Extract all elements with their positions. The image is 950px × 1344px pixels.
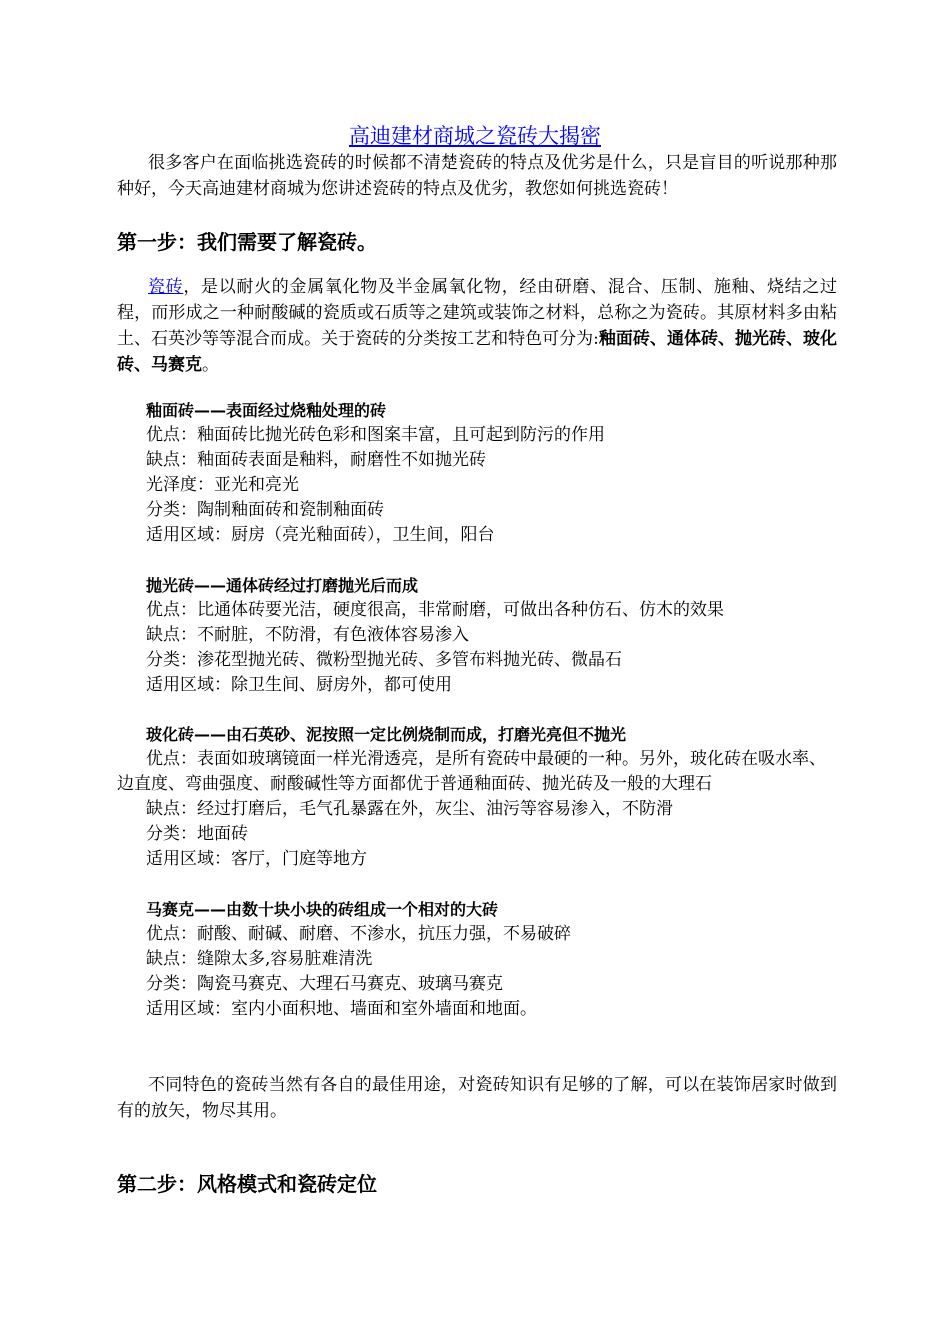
section-line: 缺点：经过打磨后，毛气孔暴露在外，灰尘、油污等容易渗入，不防滑 xyxy=(146,799,673,819)
section-line: 光泽度：亚光和亮光 xyxy=(146,475,299,495)
section-mosaic xyxy=(146,897,841,1022)
section-glazed-tile xyxy=(146,398,841,548)
step-two-heading: 第二步：风格模式和瓷砖定位 xyxy=(117,1172,377,1196)
section-line: 分类：渗花型抛光砖、微粉型抛光砖、多管布料抛光砖、微晶石 xyxy=(146,650,622,670)
section-line: 分类：陶瓷马赛克、大理石马赛克、玻璃马赛克 xyxy=(146,974,503,994)
closing-paragraph: 不同特色的瓷砖当然有各自的最佳用途，对瓷砖知识有足够的了解，可以在装饰居家时做到有的放矢，物尽其用。 xyxy=(117,1075,837,1121)
intro-paragraph: 很多客户在面临挑选瓷砖的时候都不清楚瓷砖的特点及优劣是什么，只是盲目的听说那种那种好，今天高迪建材商城为您讲述瓷砖的特点及优劣，教您如何挑选瓷砖！ xyxy=(117,153,837,199)
section-line: 分类：陶制釉面砖和瓷制釉面砖 xyxy=(146,500,384,520)
definition-body: ，是以耐火的金属氧化物及半金属氧化物，经由研磨、混合、压制、施釉、烧结之过程，而形成之一种耐酸碱的瓷质或石质等之建筑或装饰之材料，总称之为瓷砖。其原材料多由粘土、石英沙等等混合而成。关于瓷砖的分类按工艺和特色可分为: xyxy=(117,277,838,349)
section-line: 适用区域：厨房（亮光釉面砖），卫生间，阳台 xyxy=(146,525,495,545)
section-line: 分类：地面砖 xyxy=(146,824,248,844)
tile-definition-paragraph xyxy=(117,274,837,378)
section-line: 优点：表面如玻璃镜面一样光滑透亮，是所有瓷砖中最硬的一种。另外，玻化砖在吸水率、边直度、弯曲强度、耐酸碱性等方面都优于普通釉面砖、抛光砖及一般的大理石 xyxy=(117,749,826,794)
section-line: 适用区域：室内小面积地、墙面和室外墙面和地面。 xyxy=(146,999,537,1019)
definition-end: 。 xyxy=(202,355,219,375)
tile-types-bold: 釉面砖、通体砖、抛光砖、玻化砖、马赛克 xyxy=(117,329,837,375)
section-line: 优点：耐酸、耐碱、耐磨、不渗水，抗压力强，不易破碎 xyxy=(146,924,571,944)
section-polished-tile xyxy=(146,573,841,698)
section-heading: 玻化砖——由石英砂、泥按照一定比例烧制而成，打磨光亮但不抛光 xyxy=(146,725,627,744)
section-heading: 抛光砖——通体砖经过打磨抛光后而成 xyxy=(146,576,419,595)
section-line: 缺点：缝隙太多,容易脏难清洗 xyxy=(146,949,373,969)
section-line: 适用区域：客厅，门庭等地方 xyxy=(146,849,367,869)
section-line: 优点：釉面砖比抛光砖色彩和图案丰富，且可起到防污的作用 xyxy=(146,425,605,445)
document-title-link[interactable]: 高迪建材商城之瓷砖大揭密 xyxy=(349,124,601,148)
tile-link[interactable]: 瓷砖 xyxy=(148,277,184,297)
section-heading: 马赛克——由数十块小块的砖组成一个相对的大砖 xyxy=(146,900,499,919)
section-line: 优点：比通体砖要光洁，硬度很高，非常耐磨，可做出各种仿石、仿木的效果 xyxy=(146,600,724,620)
step-one-heading: 第一步：我们需要了解瓷砖。 xyxy=(117,230,377,254)
section-line: 缺点：釉面砖表面是釉料，耐磨性不如抛光砖 xyxy=(146,450,486,470)
section-vitrified-tile xyxy=(117,722,841,872)
section-heading: 釉面砖——表面经过烧釉处理的砖 xyxy=(146,401,387,420)
section-line: 缺点：不耐脏，不防滑，有色液体容易渗入 xyxy=(146,625,469,645)
section-line: 适用区域：除卫生间、厨房外，都可使用 xyxy=(146,675,452,695)
